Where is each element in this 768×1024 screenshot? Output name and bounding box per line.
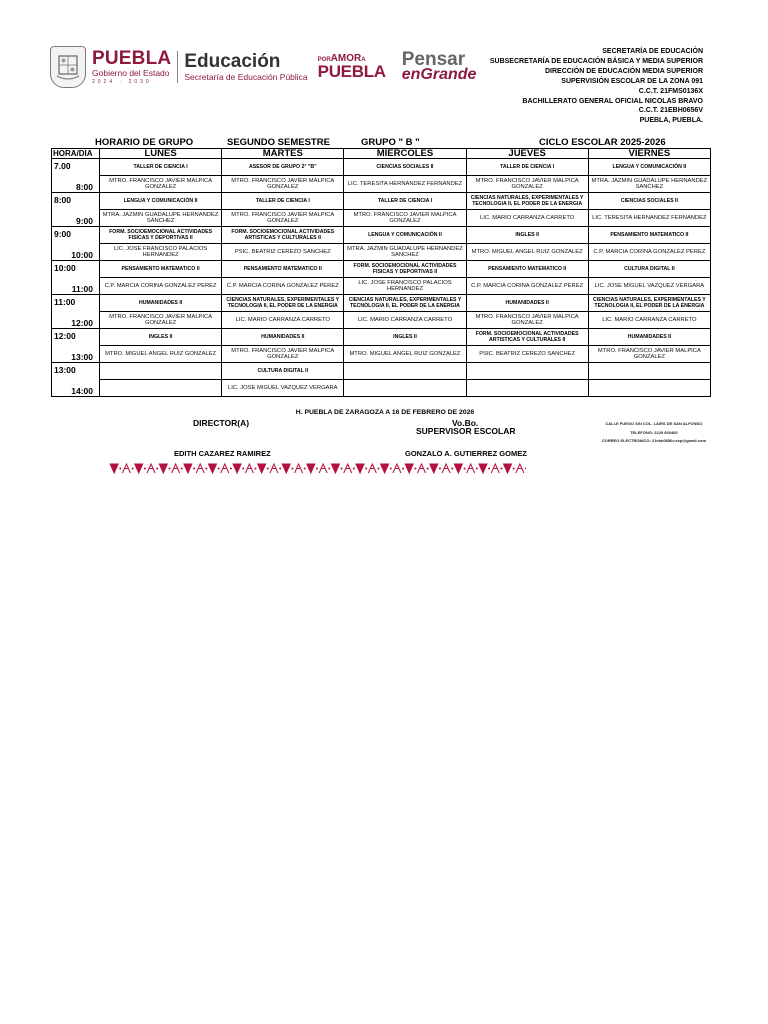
institution-line: C.C.T. 21FMS0136X	[638, 87, 703, 95]
time-start: 9:00	[54, 229, 72, 239]
teacher-cell: LIC. MARIO CARRANZA CARRETO	[222, 312, 344, 329]
ornament-motif	[159, 464, 167, 473]
time-slot-cell	[52, 261, 100, 295]
ornament-dot	[464, 468, 466, 470]
schedule-subject-row	[52, 193, 711, 210]
subject-cell: PENSAMIENTO MATEMATICO II	[222, 261, 344, 278]
ornament-dot	[451, 468, 453, 470]
subject-cell: PENSAMIENTO MATEMATICO II	[100, 261, 222, 278]
ornament-dot	[156, 468, 158, 470]
subject-cell	[344, 363, 466, 380]
vobo-label: Vo.Bo.	[452, 418, 479, 428]
ornament-dot	[193, 468, 195, 470]
subject-cell: PENSAMIENTO MATEMATICO II	[588, 227, 710, 244]
ornament-dot	[168, 468, 170, 470]
ornament-motif	[319, 464, 327, 473]
day-header: LUNES	[100, 149, 222, 159]
subject-cell: HUMANIDADES II	[100, 295, 222, 312]
ornament-dot	[181, 468, 183, 470]
time-slot-cell	[52, 193, 100, 227]
teacher-cell: PSIC. BEATRIZ CEREZO SANCHEZ	[222, 244, 344, 261]
time-slot-cell	[52, 363, 100, 397]
teacher-cell: MTRO. FRANCISCO JAVIER MALPICA GONZALEZ	[466, 312, 588, 329]
teacher-cell: LIC. JOSE MIGUEL VAZQUEZ VERGARA	[222, 380, 344, 397]
teacher-cell: C.P. MARCIA CORINA GONZALEZ PEREZ	[466, 278, 588, 295]
ornament-dot	[205, 468, 207, 470]
ornament-dot	[513, 468, 515, 470]
subject-cell: LENGUA Y COMUNICACIÓN II	[588, 159, 710, 176]
teacher-cell: MTRA. JAZMIN GUADALUPE HERNANDEZ SANCHEZ	[344, 244, 466, 261]
decorative-border-icon	[108, 461, 526, 476]
ornament-dot	[255, 468, 257, 470]
schedule-body	[52, 159, 711, 397]
director-label: DIRECTOR(A)	[193, 418, 250, 428]
teacher-cell: PSIC. BEATRIZ CEREZO SANCHEZ	[466, 346, 588, 363]
teacher-cell: MTRO. MIGUEL ANGEL RUIZ GONZALEZ	[100, 346, 222, 363]
ornament-motif	[172, 464, 180, 473]
subject-cell: CIENCIAS NATURALES, EXPERIMENTALES Y TECNOLOGIA II, EL PODER DE LA ENERGIA	[222, 295, 344, 312]
ornament-motif	[418, 464, 426, 473]
teacher-cell: C.P. MARCIA CORINA GONZALEZ PEREZ	[100, 278, 222, 295]
ornament-motif	[479, 464, 487, 473]
ornament-dot	[119, 468, 121, 470]
time-slot-cell	[52, 329, 100, 363]
teacher-cell: C.P. MARCIA CORINA GONZALEZ PEREZ	[222, 278, 344, 295]
subject-cell: TALLER DE CIENCIA I	[100, 159, 222, 176]
ornament-motif	[368, 464, 376, 473]
institution-line: SUPERVISIÓN ESCOLAR DE LA ZONA 091	[561, 77, 703, 85]
ornament-dot	[525, 468, 526, 470]
ornament-dot	[279, 468, 281, 470]
ornament-dot	[377, 468, 379, 470]
schedule-subject-row	[52, 261, 711, 278]
schedule-title-row	[51, 137, 711, 148]
schedule-teacher-row	[52, 278, 711, 295]
por-amor-a-puebla-logo	[318, 54, 386, 80]
amor-logo-bottom: PUEBLA	[317, 61, 386, 81]
schedule-subject-row	[52, 363, 711, 380]
ornament-motif	[344, 464, 352, 473]
time-end: 11:00	[71, 284, 93, 294]
subject-cell: INGLES II	[344, 329, 466, 346]
time-start: 11:00	[54, 297, 76, 307]
pensar-logo-top: Pensar	[401, 49, 466, 71]
ornament-dot	[427, 468, 429, 470]
ornament-motif	[295, 464, 303, 473]
teacher-cell: MTRO. MIGUEL ANGEL RUIZ GONZALEZ	[344, 346, 466, 363]
teacher-cell	[588, 380, 710, 397]
schedule-subject-row	[52, 329, 711, 346]
ornament-dot	[476, 468, 478, 470]
contact-line: CORREO ELECTRONICO: 21ebh0656v.sep@gmail.com	[601, 438, 706, 443]
subject-cell: LENGUA Y COMUNICACIÓN II	[100, 193, 222, 210]
schedule-header-row	[52, 149, 711, 159]
ornament-dot	[439, 468, 441, 470]
day-header: MIERCOLES	[344, 149, 466, 159]
puebla-logo-subtitle: Gobierno del Estado	[92, 68, 170, 79]
ornament-dot	[304, 468, 306, 470]
ornament-dot	[365, 468, 367, 470]
schedule-teacher-row	[52, 210, 711, 227]
time-end: 13:00	[71, 352, 93, 362]
ornament-motif	[393, 464, 401, 473]
ornament-motif	[405, 464, 413, 473]
schedule-subject-row	[52, 159, 711, 176]
ornament-motif	[209, 464, 217, 473]
ornament-motif	[221, 464, 229, 473]
ornament-motif	[110, 464, 118, 473]
subject-cell: INGLES II	[100, 329, 222, 346]
subject-cell: CIENCIAS NATURALES, EXPERIMENTALES Y TECNOLOGIA II, EL PODER DE LA ENERGIA	[466, 193, 588, 210]
ornament-motif	[147, 464, 155, 473]
ornament-dot	[144, 468, 146, 470]
time-end: 10:00	[71, 250, 93, 260]
schedule-teacher-row	[52, 312, 711, 329]
day-header: MARTES	[222, 149, 344, 159]
ornament-dot	[328, 468, 330, 470]
ornament-motif	[184, 464, 192, 473]
institution-info	[490, 47, 703, 126]
subject-cell	[466, 363, 588, 380]
ornament-motif	[454, 464, 462, 473]
supervisor-label: SUPERVISOR ESCOLAR	[416, 426, 516, 436]
ornament-dot	[242, 468, 244, 470]
subject-cell: TALLER DE CIENCIA I	[222, 193, 344, 210]
subject-cell: HUMANIDADES II	[588, 329, 710, 346]
subject-cell: PENSAMIENTO MATEMATICO II	[466, 261, 588, 278]
subject-cell	[100, 363, 222, 380]
supervisor-name: GONZALO A. GUTIERREZ GOMEZ	[405, 449, 527, 458]
date-line: H. PUEBLA DE ZARAGOZA A 16 DE FEBRERO DE 2026	[295, 409, 475, 416]
ornament-motif	[491, 464, 499, 473]
ornament-motif	[135, 464, 143, 473]
director-name: EDITH CAZAREZ RAMIREZ	[174, 449, 271, 458]
ornament-motif	[331, 464, 339, 473]
teacher-cell	[344, 380, 466, 397]
schedule-teacher-row	[52, 346, 711, 363]
contact-line: CALLE FUEGO S/N COL. LAIRS DE SAN ALFONSO	[605, 421, 703, 426]
schedule-teacher-row	[52, 380, 711, 397]
time-start: 8:00	[54, 195, 72, 205]
teacher-cell	[466, 380, 588, 397]
ornament-motif	[504, 464, 512, 473]
ornament-dot	[414, 468, 416, 470]
subject-cell: CULTURA DIGITAL II	[222, 363, 344, 380]
time-start: 7.00	[54, 161, 71, 171]
ornament-motif	[122, 464, 130, 473]
teacher-cell: LIC. JOSE FRANCISCO PALACIOS HERNANDEZ	[100, 244, 222, 261]
subject-cell: CULTURA DIGITAL II	[588, 261, 710, 278]
subject-cell: INGLES II	[466, 227, 588, 244]
educacion-logo	[184, 52, 307, 82]
institution-line: DIRECCIÓN DE EDUCACIÓN MEDIA SUPERIOR	[544, 67, 703, 75]
ornament-dot	[353, 468, 355, 470]
logo-divider	[177, 51, 178, 83]
subject-cell: HUMANIDADES II	[466, 295, 588, 312]
institution-line: SECRETARÍA DE EDUCACIÓN	[602, 48, 703, 55]
puebla-government-logo	[92, 49, 171, 85]
educacion-logo-word: Educación	[184, 51, 281, 73]
teacher-cell: MTRO. FRANCISCO JAVIER MALPICA GONZALEZ	[100, 176, 222, 193]
ornament-dot	[402, 468, 404, 470]
time-slot-cell	[52, 295, 100, 329]
teacher-cell: LIC. MARIO CARRANZA CARRETO	[588, 312, 710, 329]
time-end: 14:00	[71, 386, 93, 396]
schedule-table	[51, 148, 711, 397]
day-header: VIERNES	[588, 149, 710, 159]
subject-cell: FORM. SOCIOEMOCIONAL ACTIVIDADES FISICAS Y DEPORTIVAS II	[100, 227, 222, 244]
ornament-motif	[307, 464, 315, 473]
teacher-cell: MTRO. FRANCISCO JAVIER MALPICA GONZALEZ	[222, 176, 344, 193]
educacion-logo-subtitle: Secretaría de Educación Pública	[184, 72, 308, 83]
teacher-cell: MTRO. FRANCISCO JAVIER MALPICA GONZALEZ	[222, 346, 344, 363]
ornament-motif	[516, 464, 524, 473]
ornament-motif	[245, 464, 253, 473]
subject-cell: CIENCIAS NATURALES, EXPERIMENTALES Y TECNOLOGIA II, EL PODER DE LA ENERGIA	[344, 295, 466, 312]
teacher-cell: LIC. JOSE FRANCISCO PALACIOS HERNANDEZ	[344, 278, 466, 295]
time-start: 10:00	[54, 263, 76, 273]
ornament-motif	[270, 464, 278, 473]
time-end: 9:00	[75, 216, 93, 226]
ornament-motif	[233, 464, 241, 473]
ornament-dot	[341, 468, 343, 470]
institution-line: BACHILLERATO GENERAL OFICIAL NICOLAS BRAVO	[522, 97, 703, 105]
schedule-teacher-row	[52, 244, 711, 261]
subject-cell	[588, 363, 710, 380]
ornament-dot	[132, 468, 134, 470]
ornament-dot	[218, 468, 220, 470]
ornament-motif	[356, 464, 364, 473]
time-start: 12:00	[54, 331, 76, 341]
teacher-cell: LIC. MARIO CARRANZA CARRETO	[344, 312, 466, 329]
ornament-motif	[442, 464, 450, 473]
contact-info	[602, 420, 706, 446]
teacher-cell: LIC. JOSE MIGUEL VAZQUEZ VERGARA	[588, 278, 710, 295]
ornament-dot	[316, 468, 318, 470]
teacher-cell: LIC. MARIO CARRANZA CARRETO	[466, 210, 588, 227]
subject-cell: FORM. SOCIOEMOCIONAL ACTIVIDADES ARTISTICAS Y CULTURALES II	[222, 227, 344, 244]
semester-label: SEGUNDO SEMESTRE	[227, 137, 330, 148]
teacher-cell: MTRO. FRANCISCO JAVIER MALPICA GONZALEZ	[466, 176, 588, 193]
ornament-dot	[488, 468, 490, 470]
schedule-title: HORARIO DE GRUPO	[95, 137, 194, 148]
day-header: JUEVES	[466, 149, 588, 159]
subject-cell: LENGUA Y COMUNICACIÓN II	[344, 227, 466, 244]
ornament-motif	[196, 464, 204, 473]
teacher-cell: MTRO. FRANCISCO JAVIER MALPICA GONZALEZ	[588, 346, 710, 363]
teacher-cell: LIC. TERESITA HERNANDEZ FERNANDEZ	[588, 210, 710, 227]
subject-cell: CIENCIAS SOCIALES II	[344, 159, 466, 176]
schedule-subject-row	[52, 227, 711, 244]
teacher-cell: MTRA. JAZMIN GUADALUPE HERNANDEZ SANCHEZ	[588, 176, 710, 193]
time-start: 13:00	[54, 365, 76, 375]
group-label: GRUPO " B "	[361, 137, 420, 148]
teacher-cell: MTRO. MIGUEL ANGEL RUIZ GONZALEZ	[466, 244, 588, 261]
teacher-cell: MTRO. FRANCISCO JAVIER MALPICA GONZALEZ	[222, 210, 344, 227]
pensar-logo-bottom: enGrande	[401, 66, 477, 84]
teacher-cell	[100, 380, 222, 397]
schedule-subject-row	[52, 295, 711, 312]
subject-cell: TALLER DE CIENCIA I	[344, 193, 466, 210]
institution-line: SUBSECRETARÍA DE EDUCACIÓN BÁSICA Y MEDIA SUPERIOR	[489, 57, 703, 65]
schedule-teacher-row	[52, 176, 711, 193]
header-logos	[50, 44, 476, 90]
pensar-en-grande-logo	[402, 51, 477, 82]
subject-cell: ASESOR DE GRUPO 2° "B"	[222, 159, 344, 176]
ornament-motif	[467, 464, 475, 473]
ornament-dot	[291, 468, 293, 470]
ornament-motif	[282, 464, 290, 473]
school-cycle-label: CICLO ESCOLAR 2025-2026	[539, 137, 666, 148]
teacher-cell: LIC. TERESITA HERNANDEZ FERNANDEZ	[344, 176, 466, 193]
teacher-cell: C.P. MARCIA CORINA GONZALEZ PEREZ	[588, 244, 710, 261]
ornament-motif	[258, 464, 266, 473]
teacher-cell: MTRO. FRANCISCO JAVIER MALPICA GONZALEZ	[344, 210, 466, 227]
ornament-dot	[230, 468, 232, 470]
subject-cell: CIENCIAS SOCIALES II	[588, 193, 710, 210]
time-slot-cell	[52, 227, 100, 261]
subject-cell: CIENCIAS NATURALES, EXPERIMENTALES Y TECNOLOGIA II, EL PODER DE LA ENERGIA	[588, 295, 710, 312]
puebla-logo-word: PUEBLA	[92, 48, 172, 70]
puebla-logo-years: 2024 · 2030	[92, 78, 152, 85]
subject-cell: TALLER DE CIENCIA I	[466, 159, 588, 176]
hour-day-header: HORA/DIA	[52, 149, 100, 159]
institution-line: C.C.T. 21EBH0656V	[638, 107, 703, 115]
subject-cell: FORM. SOCIOEMOCIONAL ACTIVIDADES ARTISTICAS Y CULTURALES II	[466, 329, 588, 346]
ornament-dot	[390, 468, 392, 470]
teacher-cell: MTRA. JAZMIN GUADALUPE HERNANDEZ SANCHEZ	[100, 210, 222, 227]
ornament-dot	[500, 468, 502, 470]
institution-line: PUEBLA, PUEBLA.	[639, 117, 703, 125]
state-seal-icon	[50, 46, 86, 88]
contact-line: TELEFONO: 2229 660460	[630, 429, 678, 435]
amor-logo-top: PORAMORA	[317, 53, 366, 65]
subject-cell: FORM. SOCIOEMOCIONAL ACTIVIDADES FISICAS Y DEPORTIVAS II	[344, 261, 466, 278]
teacher-cell: MTRO. FRANCISCO JAVIER MALPICA GONZALEZ	[100, 312, 222, 329]
subject-cell: HUMANIDADES II	[222, 329, 344, 346]
time-end: 12:00	[71, 318, 93, 328]
time-slot-cell	[52, 159, 100, 193]
time-end: 8:00	[75, 182, 93, 192]
ornament-motif	[381, 464, 389, 473]
ornament-dot	[267, 468, 269, 470]
ornament-motif	[430, 464, 438, 473]
